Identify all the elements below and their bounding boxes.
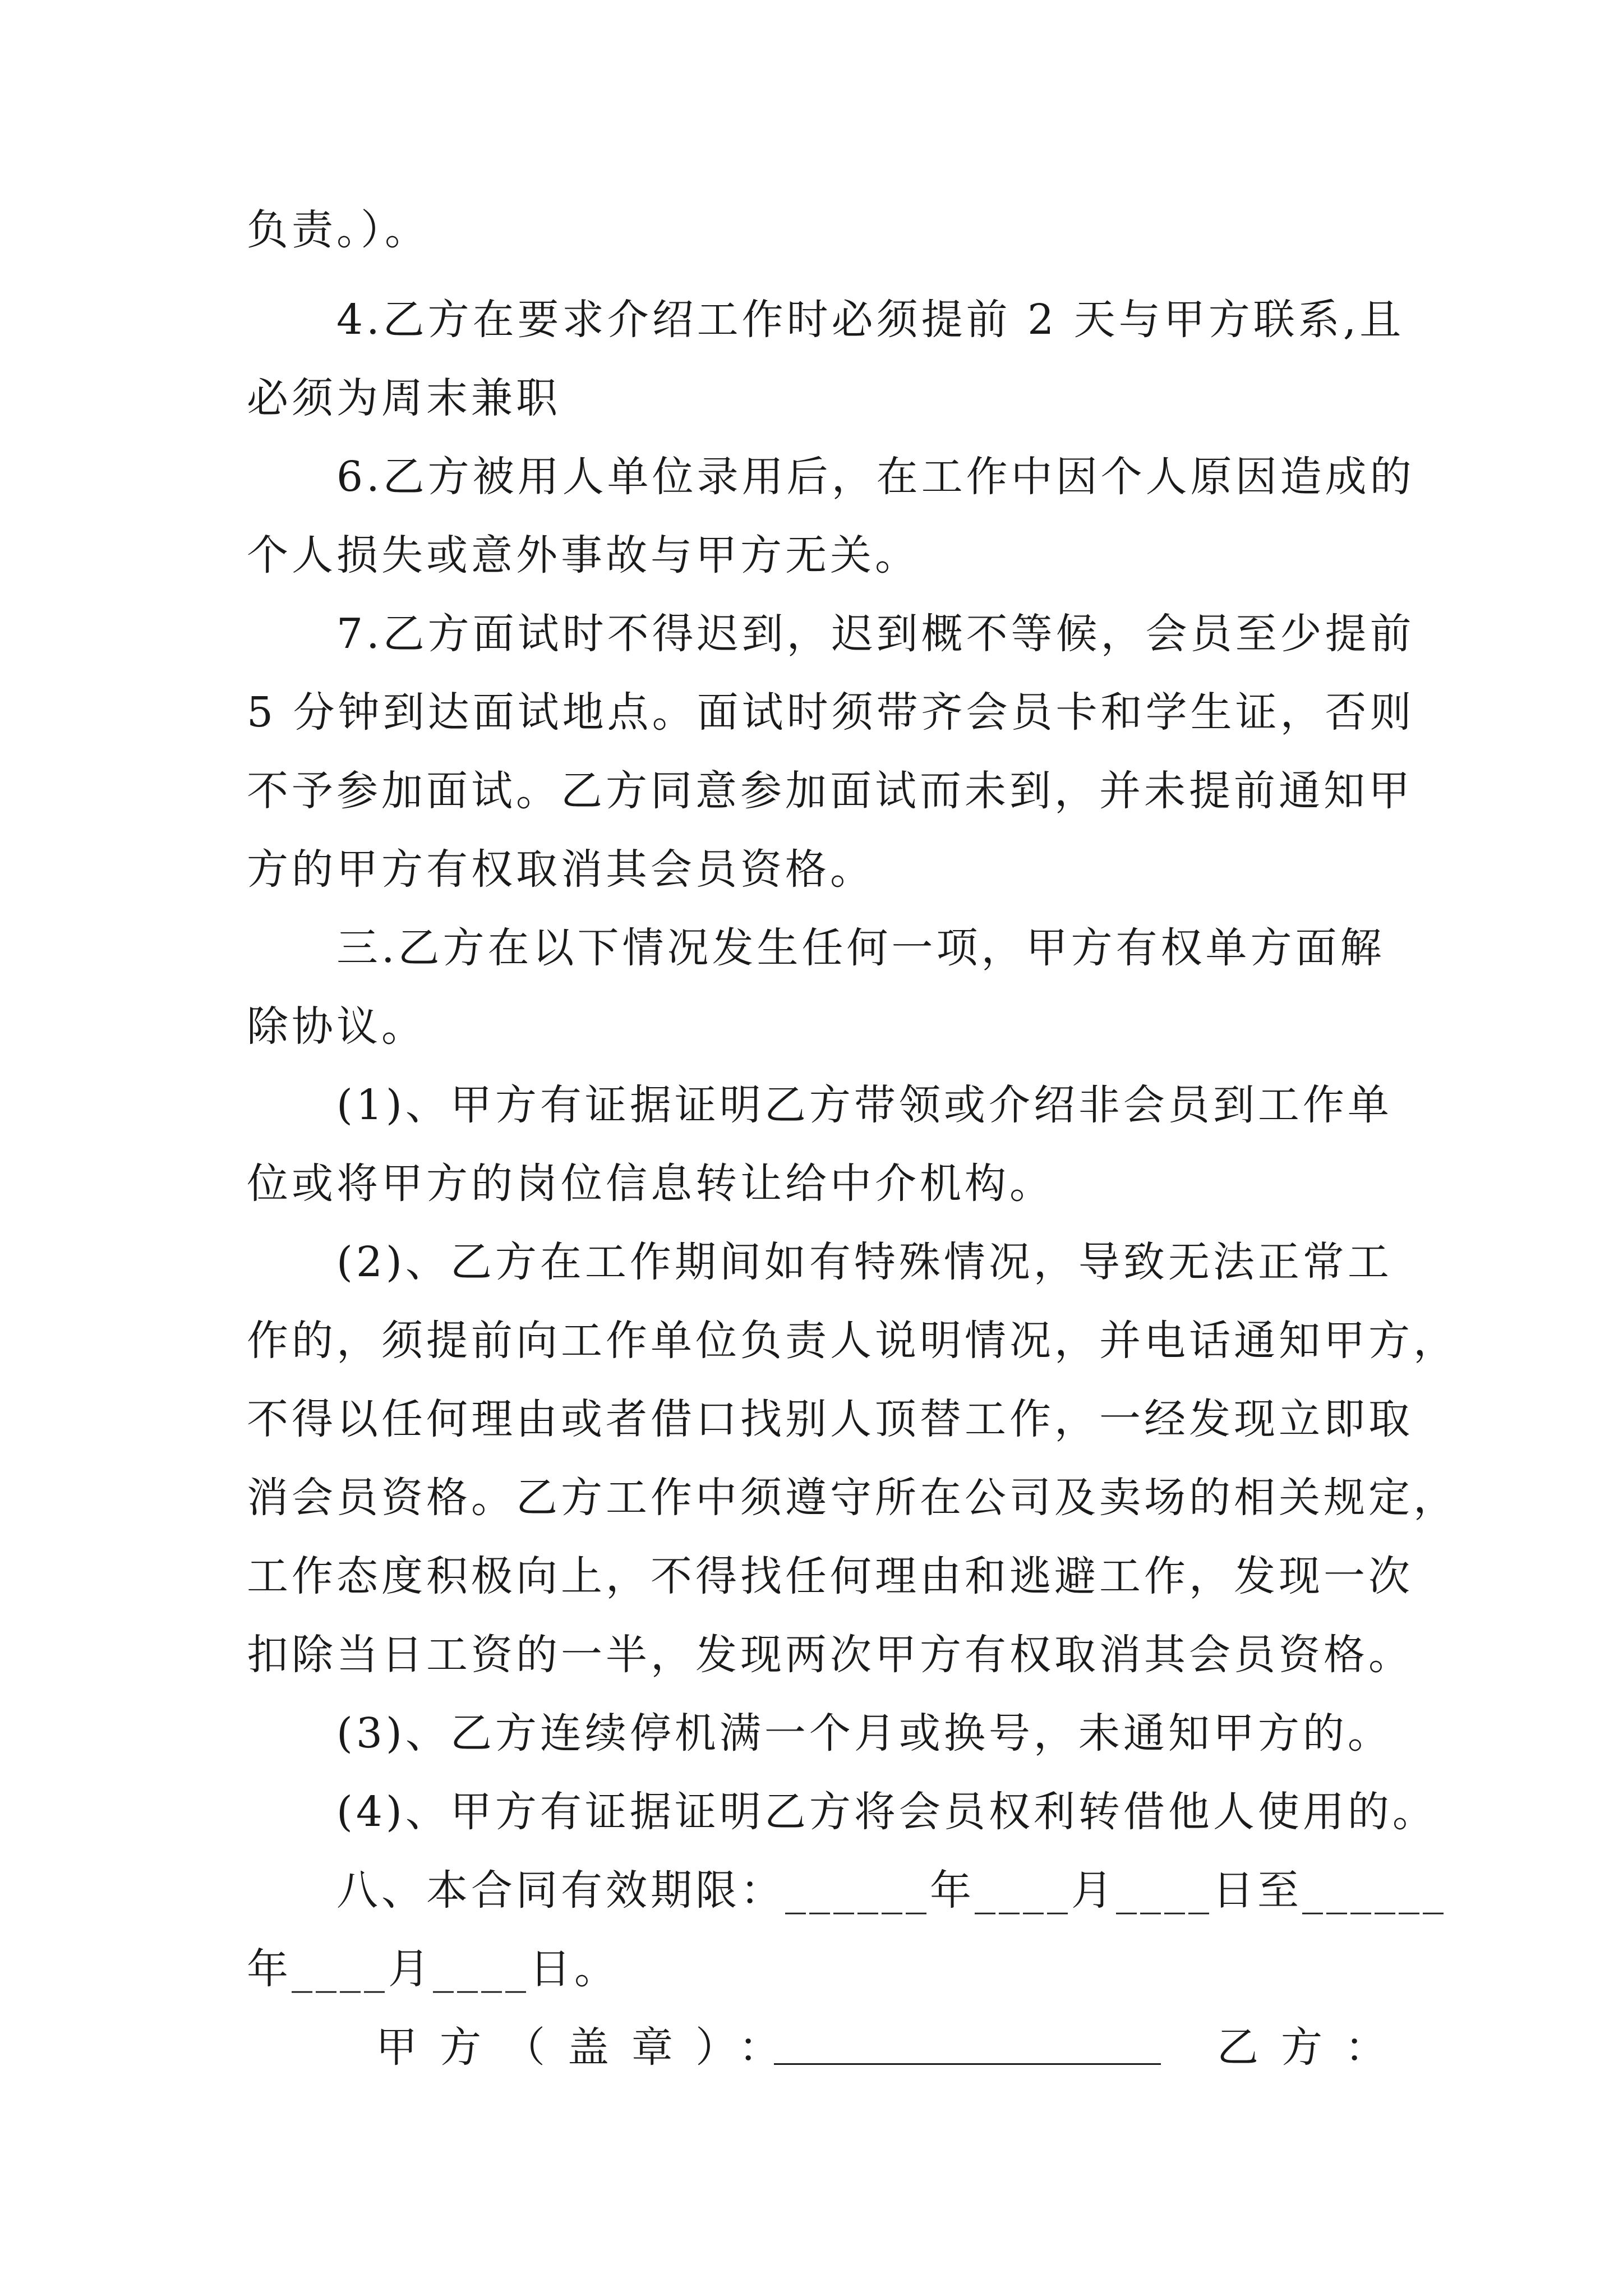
text-line: 方的甲方有权取消其会员资格。	[247, 845, 875, 894]
text-line: 年____月____日。	[247, 1945, 619, 1993]
text-line: (2)、乙方在工作期间如有特殊情况，导致无法正常工	[336, 1238, 1393, 1286]
text-line: 工作态度积极向上，不得找任何理由和逃避工作，发现一次	[247, 1552, 1413, 1600]
text-line: 7.乙方面试时不得迟到，迟到概不等候，会员至少提前	[336, 610, 1415, 658]
text-line: 不予参加面试。乙方同意参加面试而未到，并未提前通知甲	[247, 767, 1413, 815]
signature-row	[376, 2019, 1409, 2076]
text-line: 不得以任何理由或者借口找别人顶替工作，一经发现立即取	[247, 1395, 1413, 1443]
text-line: 必须为周末兼职	[247, 374, 561, 422]
text-line: 除协议。	[247, 1002, 426, 1051]
party-b-label: 乙方：	[1217, 2023, 1409, 2072]
text-line: 消会员资格。乙方工作中须遵守所在公司及卖场的相关规定，	[247, 1474, 1458, 1522]
text-line: 作的，须提前向工作单位负责人说明情况，并电话通知甲方，	[247, 1317, 1458, 1365]
text-line: 扣除当日工资的一半，发现两次甲方有权取消其会员资格。	[247, 1631, 1413, 1679]
text-line: 三.乙方在以下情况发生任何一项，甲方有权单方面解	[336, 924, 1385, 972]
text-line: 位或将甲方的岗位信息转让给中介机构。	[247, 1159, 1054, 1208]
text-line: (1)、甲方有证据证明乙方带领或介绍非会员到工作单	[336, 1081, 1393, 1129]
text-line: (3)、乙方连续停机满一个月或换号，未通知甲方的。	[336, 1709, 1393, 1757]
text-line: 个人损失或意外事故与甲方无关。	[247, 531, 920, 579]
text-line: 6.乙方被用人单位录用后，在工作中因个人原因造成的	[336, 453, 1415, 501]
text-line: 4.乙方在要求介绍工作时必须提前 2 天与甲方联系,且	[336, 296, 1405, 344]
text-line: 5 分钟到达面试地点。面试时须带齐会员卡和学生证，否则	[247, 688, 1415, 737]
text-line: 八、本合同有效期限：______年____月____日至______	[336, 1866, 1447, 1915]
text-line: 负责。）。	[247, 206, 430, 254]
text-line: (4)、甲方有证据证明乙方将会员权利转借他人使用的。	[336, 1788, 1437, 1836]
signature-blank-line[interactable]	[774, 2063, 1161, 2065]
party-a-label: 甲方（盖章）：	[376, 2023, 803, 2072]
